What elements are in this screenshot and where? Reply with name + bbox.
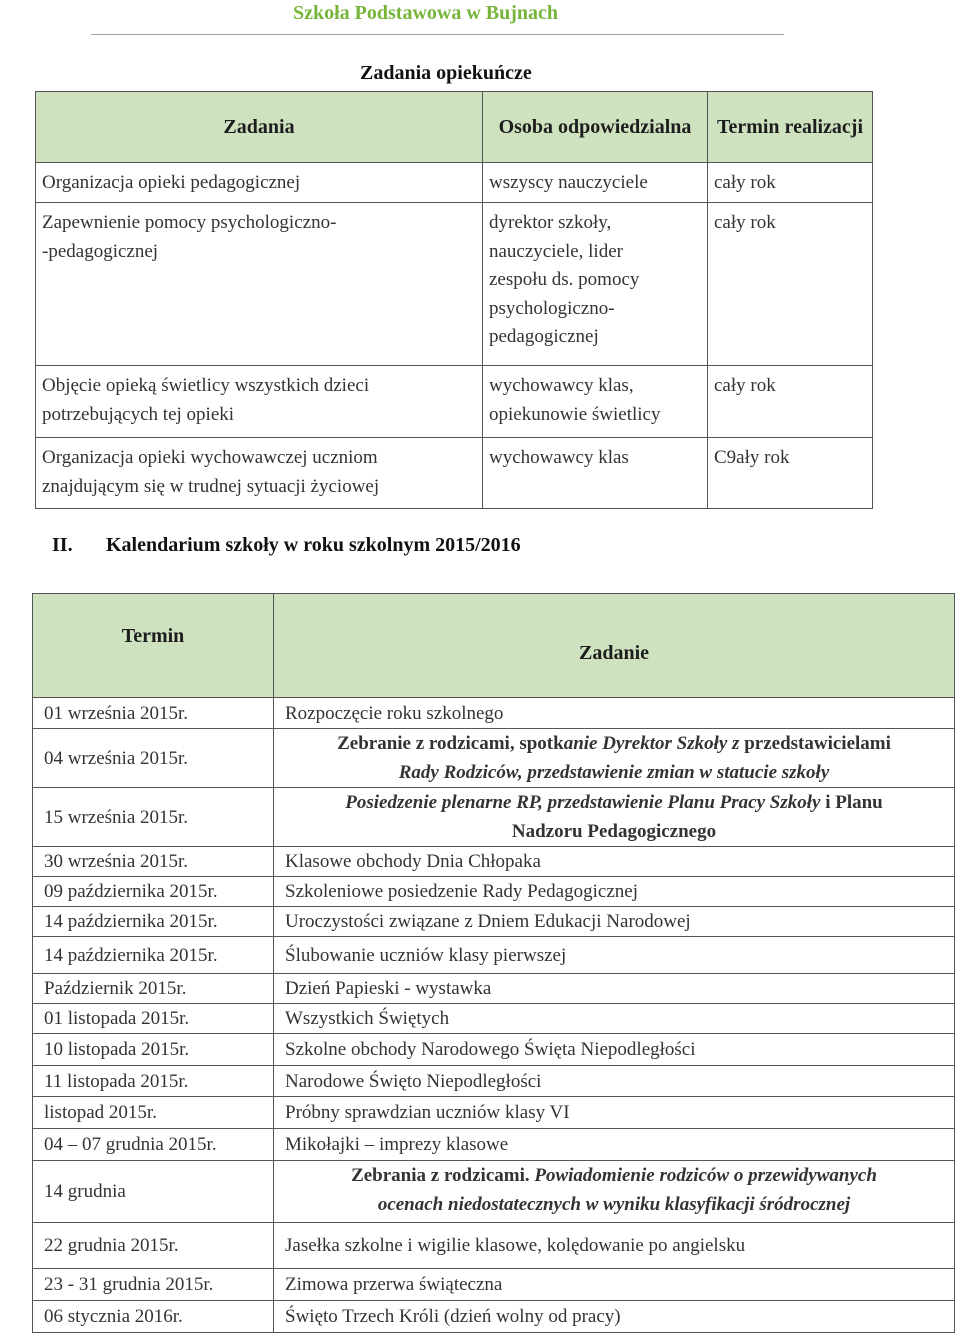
date-cell: 09 października 2015r. [33, 877, 274, 907]
care-table-header-row [36, 92, 873, 163]
task-cell [274, 1161, 955, 1223]
task-cell: Zimowa przerwa świąteczna [274, 1269, 955, 1301]
section-number: II. [52, 534, 73, 556]
date-cell: 22 grudnia 2015r. [33, 1223, 274, 1269]
task-part: Powiadomienie rodziców o przewidywanych [534, 1165, 877, 1186]
table-row [33, 729, 955, 788]
task-cell [274, 788, 955, 847]
table-row [33, 1004, 955, 1034]
care-tasks-table [35, 91, 873, 509]
date-cell: 14 grudnia [33, 1161, 274, 1223]
table-row [33, 1129, 955, 1161]
table-row [33, 698, 955, 729]
calendar-section-heading [52, 534, 521, 557]
table-row [33, 1066, 955, 1097]
section-title: Kalendarium szkoły w roku szkolnym 2015/2016 [106, 534, 521, 556]
person-cell [483, 203, 708, 366]
task-line: Organizacja opieki wychowawczej uczniom [42, 447, 378, 468]
task-line [285, 729, 943, 758]
date-cell: 14 października 2015r. [33, 907, 274, 937]
task-cell: Próbny sprawdzian uczniów klasy VI [274, 1097, 955, 1129]
person-cell: wychowawcy klas [483, 438, 708, 509]
task-part: Zebranie z rodzicami, spotk [337, 733, 564, 754]
task-cell: Narodowe Święto Niepodległości [274, 1066, 955, 1097]
care-table-title: Zadania opiekuńcze [360, 62, 532, 84]
date-cell: 11 listopada 2015r. [33, 1066, 274, 1097]
task-cell: Uroczystości związane z Dniem Edukacji Narodowej [274, 907, 955, 937]
date-cell: 23 - 31 grudnia 2015r. [33, 1269, 274, 1301]
task-cell: Szkolne obchody Narodowego Święta Niepodległości [274, 1034, 955, 1066]
person-line: opiekunowie świetlicy [489, 403, 661, 425]
date-cell: 15 września 2015r. [33, 788, 274, 847]
date-cell: 04 – 07 grudnia 2015r. [33, 1129, 274, 1161]
task-cell: Ślubowanie uczniów klasy pierwszej [274, 937, 955, 974]
task-cell [36, 203, 483, 366]
person-line: zespołu ds. pomocy [489, 269, 640, 290]
task-cell [274, 729, 955, 788]
task-part: i Planu [825, 792, 883, 813]
task-cell: Święto Trzech Króli (dzień wolny od pracy) [274, 1301, 955, 1333]
table-row [33, 974, 955, 1004]
date-cell: Październik 2015r. [33, 974, 274, 1004]
table-row [36, 203, 873, 366]
table-row [33, 1161, 955, 1223]
task-cell: Wszystkich Świętych [274, 1004, 955, 1034]
table-row [33, 847, 955, 877]
term-cell: cały rok [708, 366, 873, 438]
header-osoba: Osoba odpowiedzialna [483, 92, 708, 163]
task-cell: Rozpoczęcie roku szkolnego [274, 698, 955, 729]
task-cell: Szkoleniowe posiedzenie Rady Pedagogicznej [274, 877, 955, 907]
table-row [36, 163, 873, 203]
date-cell: 01 września 2015r. [33, 698, 274, 729]
header-termin: Termin [33, 594, 274, 698]
task-part: Zebrania z rodzicami. [351, 1165, 535, 1186]
table-row [33, 877, 955, 907]
calendar-header-row [33, 594, 955, 698]
task-line [285, 1161, 943, 1190]
task-line [285, 788, 943, 817]
task-part: anie Dyrektor Szkoły z [563, 733, 745, 754]
school-name-header: Szkoła Podstawowa w Bujnach [293, 2, 559, 24]
table-row [36, 438, 873, 509]
person-line: wychowawcy klas, [489, 375, 634, 396]
person-line: pedagogicznej [489, 326, 599, 347]
table-row [33, 1223, 955, 1269]
task-cell: Jasełka szkolne i wigilie klasowe, kolędowanie po angielsku [274, 1223, 955, 1269]
term-cell: cały rok [708, 203, 873, 366]
task-part: przedstawicielami [744, 733, 891, 754]
task-line: Nadzoru Pedagogicznego [511, 821, 717, 842]
calendar-table [32, 593, 955, 1333]
task-line: ocenach niedostatecznych w wyniku klasyfikacji śródrocznej [377, 1194, 851, 1215]
table-row [33, 1034, 955, 1066]
task-cell: Dzień Papieski - wystawka [274, 974, 955, 1004]
table-row [33, 1269, 955, 1301]
table-row [36, 366, 873, 438]
person-cell [483, 366, 708, 438]
date-cell: 01 listopada 2015r. [33, 1004, 274, 1034]
table-row [33, 1301, 955, 1333]
task-part: Posiedzenie plenarne RP, przedstawienie Planu Pracy Szkoły [345, 792, 826, 813]
task-cell: Mikołajki – imprezy klasowe [274, 1129, 955, 1161]
task-line: -pedagogicznej [42, 240, 159, 262]
task-cell [36, 438, 483, 509]
task-cell: Organizacja opieki pedagogicznej [36, 163, 483, 203]
task-cell: Klasowe obchody Dnia Chłopaka [274, 847, 955, 877]
header-zadanie: Zadanie [274, 594, 955, 698]
task-line: potrzebujących tej opieki [42, 403, 235, 425]
date-cell: 14 października 2015r. [33, 937, 274, 974]
person-line: dyrektor szkoły, [489, 212, 612, 233]
table-row [33, 1097, 955, 1129]
term-cell: cały rok [708, 163, 873, 203]
header-zadania: Zadania [36, 92, 483, 163]
date-cell: 10 listopada 2015r. [33, 1034, 274, 1066]
date-cell: listopad 2015r. [33, 1097, 274, 1129]
task-cell [36, 366, 483, 438]
date-cell: 04 września 2015r. [33, 729, 274, 788]
person-line: psychologiczno- [489, 297, 615, 319]
table-row [33, 937, 955, 974]
task-line: znajdującym się w trudnej sytuacji życiowej [42, 475, 380, 497]
table-row [33, 788, 955, 847]
date-cell: 30 września 2015r. [33, 847, 274, 877]
person-cell: wszyscy nauczyciele [483, 163, 708, 203]
task-line: Rady Rodziców, przedstawienie zmian w statucie szkoły [398, 762, 830, 783]
task-line: Objęcie opieką świetlicy wszystkich dzieci [42, 375, 370, 396]
term-cell: C9ały rok [708, 438, 873, 509]
date-cell: 06 stycznia 2016r. [33, 1301, 274, 1333]
table-row [33, 907, 955, 937]
task-line: Zapewnienie pomocy psychologiczno- [42, 212, 337, 233]
person-line: nauczyciele, lider [489, 240, 623, 262]
header-divider [91, 34, 784, 35]
header-termin: Termin realizacji [708, 92, 873, 163]
